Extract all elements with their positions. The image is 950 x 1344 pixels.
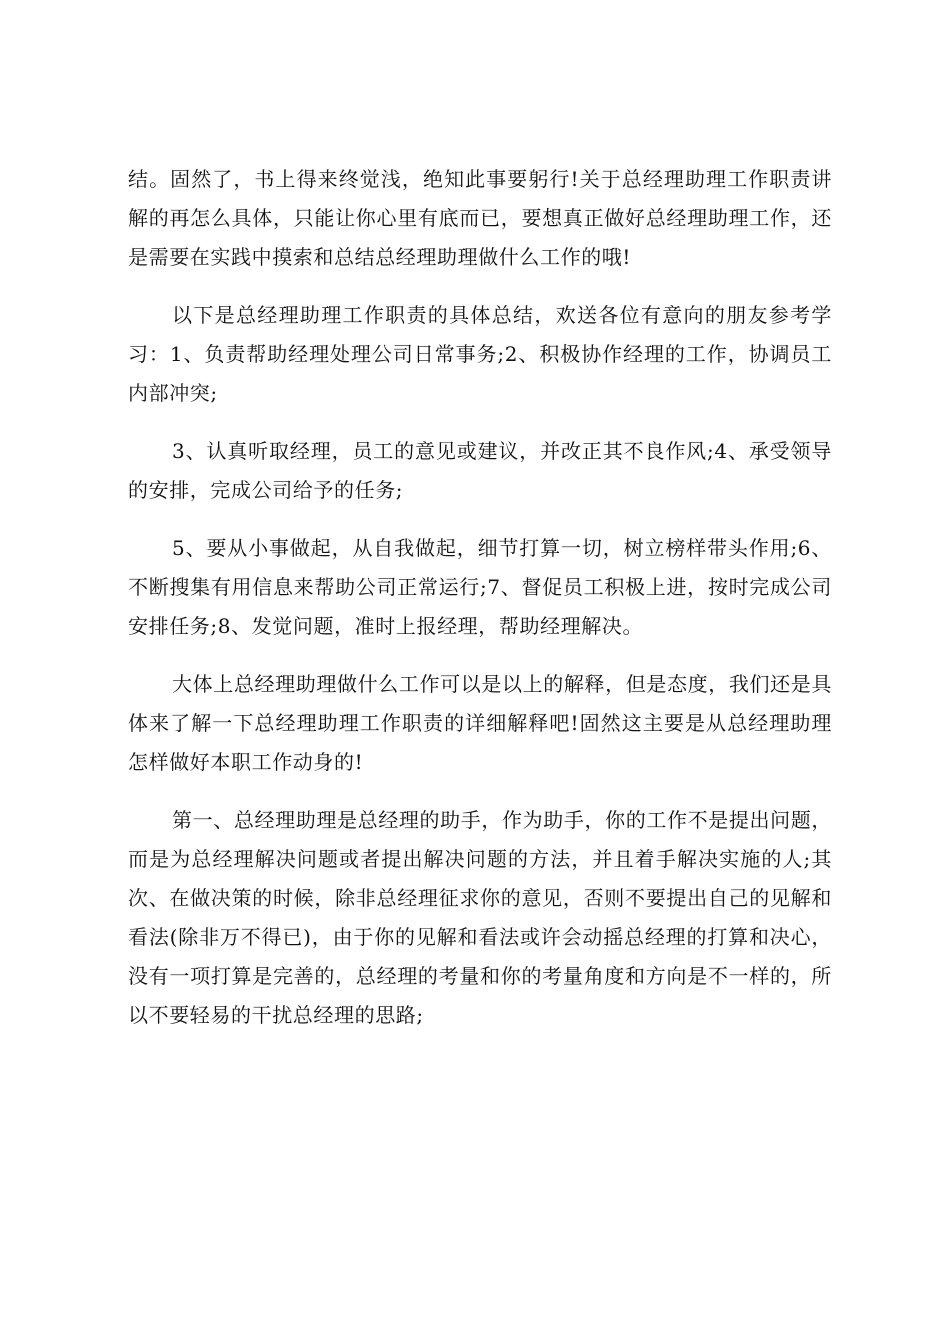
- paragraph-point-one: 第一、总经理助理是总经理的助手，作为助手，你的工作不是提出问题，而是为总经理解决问题或者提出解决问题的方法，并且着手解决实施的人;其次、在做决策的时候，除非总经理征求你的意见，否则不要提出自己的见解和看法(除非万不得已)，由于你的见解和看法或许会动摇总经理的打算和决心，没有一项打算是完善的，总经理的考量和你的考量角度和方向是不一样的，所以不要轻易的干扰总经理的思路;: [128, 808, 832, 1027]
- paragraph-duties-3-4: 3、认真听取经理，员工的意见或建议，并改正其不良作风;4、承受领导的安排，完成公司给予的任务;: [128, 439, 832, 502]
- paragraph-explanation-intro: 大体上总经理助理做什么工作可以是以上的解释，但是态度，我们还是具体来了解一下总经理助理工作职责的详细解释吧!固然这主要是从总经理助理怎样做好本职工作动身的!: [128, 672, 832, 774]
- paragraph-duties-5-8: 5、要从小事做起，从自我做起，细节打算一切，树立榜样带头作用;6、不断搜集有用信息来帮助公司正常运行;7、督促员工积极上进，按时完成公司安排任务;8、发觉问题，准时上报经理，帮助经理解决。: [128, 536, 832, 638]
- paragraph-continuation: 结。固然了，书上得来终觉浅，绝知此事要躬行!关于总经理助理工作职责讲解的再怎么具体，只能让你心里有底而已，要想真正做好总经理助理工作，还是需要在实践中摸索和总结总经理助理做什么工作的哦!: [128, 167, 832, 269]
- document-body: [128, 160, 832, 1054]
- paragraph-summary-intro: 以下是总经理助理工作职责的具体总结，欢送各位有意向的朋友参考学习：1、负责帮助经理处理公司日常事务;2、积极协作经理的工作，协调员工内部冲突;: [128, 303, 832, 405]
